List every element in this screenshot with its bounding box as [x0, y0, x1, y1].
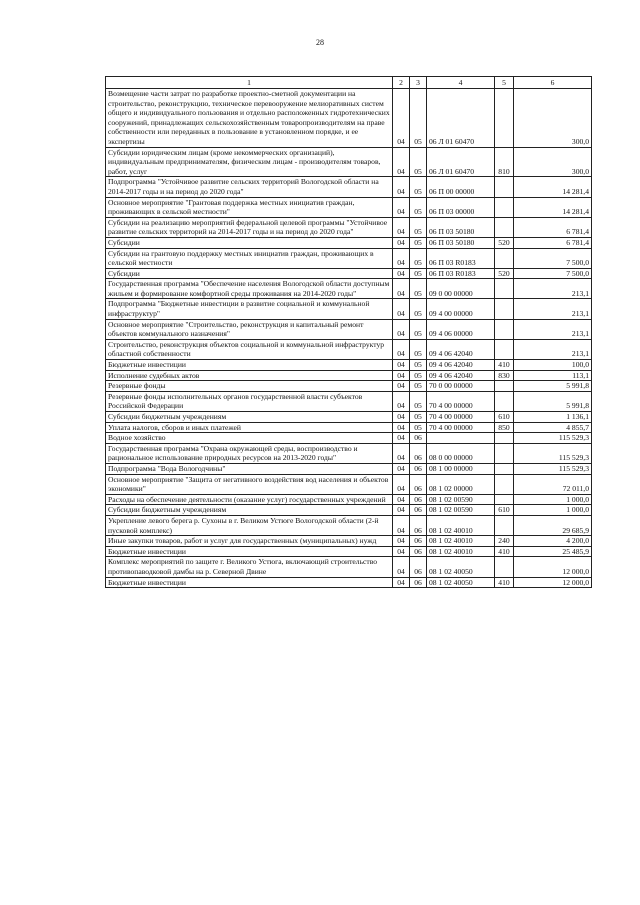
- table-row: [106, 577, 592, 588]
- row-expense-type: [495, 248, 514, 268]
- row-section: 04: [393, 433, 410, 444]
- row-subsection: 06: [410, 515, 427, 535]
- row-expense-type: 610: [495, 505, 514, 516]
- row-name: Субсидии юридическим лицам (кроме некоммерческих организаций), индивидуальным предпринимателям, физическим лицам - производителям товаров, работ, услуг: [106, 147, 393, 177]
- table-row: [106, 89, 592, 148]
- row-subsection: 06: [410, 546, 427, 557]
- row-name: Бюджетные инвестиции: [106, 360, 393, 371]
- table-row: [106, 433, 592, 444]
- row-section: 04: [393, 370, 410, 381]
- row-section: 04: [393, 546, 410, 557]
- row-subsection: 05: [410, 147, 427, 177]
- row-name: Субсидии бюджетным учреждениям: [106, 412, 393, 423]
- row-amount: 213,1: [514, 299, 592, 319]
- row-section: 04: [393, 147, 410, 177]
- row-section: 04: [393, 474, 410, 494]
- table-row: [106, 474, 592, 494]
- row-subsection: 05: [410, 89, 427, 148]
- row-section: 04: [393, 319, 410, 339]
- row-amount: 1 136,1: [514, 412, 592, 423]
- row-target-code: 06 П 03 00000: [427, 197, 495, 217]
- row-subsection: 05: [410, 391, 427, 411]
- row-amount: 4 200,0: [514, 536, 592, 547]
- row-subsection: 05: [410, 370, 427, 381]
- row-expense-type: 850: [495, 422, 514, 433]
- row-subsection: 06: [410, 433, 427, 444]
- row-target-code: 08 1 02 40010: [427, 536, 495, 547]
- row-target-code: 08 1 02 40010: [427, 515, 495, 535]
- row-target-code: 09 4 00 00000: [427, 299, 495, 319]
- col-header-3: 3: [410, 77, 427, 89]
- table-row: [106, 147, 592, 177]
- row-subsection: 06: [410, 463, 427, 474]
- row-subsection: 06: [410, 494, 427, 505]
- col-header-2: 2: [393, 77, 410, 89]
- row-name: Основное мероприятие "Строительство, реконструкция и капитальный ремонт объектов коммунального назначения": [106, 319, 393, 339]
- row-target-code: 09 4 06 42040: [427, 339, 495, 359]
- row-amount: 72 011,0: [514, 474, 592, 494]
- row-name: Бюджетные инвестиции: [106, 577, 393, 588]
- row-name: Возмещение части затрат по разработке проектно-сметной документации на строительство, реконструкцию, техническое перевооружение мелиоративных систем общего и индивидуального пользования и отдельно расположенных гидротехнических сооружений, принадлежащих сельскохозяйственным товаропроизводителям на праве собственности или переданных в пользование в установленном порядке, и ее экспертизы: [106, 89, 393, 148]
- row-subsection: 06: [410, 474, 427, 494]
- table-row: [106, 546, 592, 557]
- row-amount: 14 281,4: [514, 177, 592, 197]
- row-section: 04: [393, 248, 410, 268]
- table-row: [106, 536, 592, 547]
- row-section: 04: [393, 505, 410, 516]
- row-target-code: 09 4 06 00000: [427, 319, 495, 339]
- row-subsection: 05: [410, 177, 427, 197]
- row-section: 04: [393, 177, 410, 197]
- row-section: 04: [393, 463, 410, 474]
- table-row: [106, 248, 592, 268]
- row-name: Субсидии на реализацию мероприятий федеральной целевой программы "Устойчивое развитие сельских территорий на 2014-2017 годы и на период до 2020 года": [106, 217, 393, 237]
- row-subsection: 05: [410, 381, 427, 392]
- row-amount: 300,0: [514, 147, 592, 177]
- row-section: 04: [393, 339, 410, 359]
- row-target-code: 06 Л 01 60470: [427, 89, 495, 148]
- row-subsection: 05: [410, 197, 427, 217]
- row-amount: 7 500,0: [514, 248, 592, 268]
- row-name: Исполнение судебных актов: [106, 370, 393, 381]
- table-row: [106, 237, 592, 248]
- row-target-code: 09 4 06 42040: [427, 370, 495, 381]
- row-section: 04: [393, 422, 410, 433]
- row-expense-type: 830: [495, 370, 514, 381]
- table-row: [106, 279, 592, 299]
- row-amount: 115 529,3: [514, 443, 592, 463]
- row-amount: 115 529,3: [514, 433, 592, 444]
- row-expense-type: 810: [495, 147, 514, 177]
- row-target-code: 09 0 00 00000: [427, 279, 495, 299]
- table-row: [106, 177, 592, 197]
- row-expense-type: 410: [495, 546, 514, 557]
- row-amount: 213,1: [514, 319, 592, 339]
- row-target-code: 08 1 02 00000: [427, 474, 495, 494]
- row-name: Субсидии: [106, 237, 393, 248]
- row-target-code: 70 0 00 00000: [427, 381, 495, 392]
- row-section: 04: [393, 412, 410, 423]
- row-amount: 12 000,0: [514, 577, 592, 588]
- row-expense-type: [495, 279, 514, 299]
- row-section: 04: [393, 381, 410, 392]
- table-row: [106, 515, 592, 535]
- row-target-code: 08 1 02 40050: [427, 557, 495, 577]
- table-row: [106, 339, 592, 359]
- table-row: [106, 422, 592, 433]
- row-target-code: 08 1 02 00590: [427, 494, 495, 505]
- col-header-6: 6: [514, 77, 592, 89]
- row-target-code: 06 П 03 R0183: [427, 268, 495, 279]
- row-subsection: 06: [410, 536, 427, 547]
- row-target-code: 09 4 06 42040: [427, 360, 495, 371]
- row-name: Резервные фонды: [106, 381, 393, 392]
- table-row: [106, 391, 592, 411]
- row-target-code: [427, 433, 495, 444]
- row-name: Расходы на обеспечение деятельности (оказание услуг) государственных учреждений: [106, 494, 393, 505]
- row-name: Основное мероприятие "Защита от негативного воздействия вод населения и объектов экономики": [106, 474, 393, 494]
- row-expense-type: [495, 177, 514, 197]
- row-section: 04: [393, 443, 410, 463]
- row-subsection: 05: [410, 279, 427, 299]
- row-expense-type: [495, 494, 514, 505]
- row-subsection: 05: [410, 248, 427, 268]
- row-expense-type: [495, 89, 514, 148]
- row-subsection: 05: [410, 299, 427, 319]
- row-subsection: 05: [410, 339, 427, 359]
- row-expense-type: 610: [495, 412, 514, 423]
- row-subsection: 06: [410, 505, 427, 516]
- row-section: 04: [393, 360, 410, 371]
- row-amount: 115 529,3: [514, 463, 592, 474]
- table-row: [106, 370, 592, 381]
- row-expense-type: [495, 339, 514, 359]
- row-amount: 4 855,7: [514, 422, 592, 433]
- row-name: Укрепление левого берега р. Сухоны в г. Великом Устюге Вологодской области (2-й пусковой комплекс): [106, 515, 393, 535]
- row-expense-type: [495, 217, 514, 237]
- row-name: Основное мероприятие "Грантовая поддержка местных инициатив граждан, проживающих в сельской местности": [106, 197, 393, 217]
- row-target-code: 08 1 02 00590: [427, 505, 495, 516]
- col-header-1: 1: [106, 77, 393, 89]
- row-expense-type: [495, 443, 514, 463]
- row-subsection: 05: [410, 217, 427, 237]
- row-amount: 25 485,9: [514, 546, 592, 557]
- row-subsection: 05: [410, 422, 427, 433]
- table-row: [106, 217, 592, 237]
- row-target-code: 08 1 02 40010: [427, 546, 495, 557]
- row-target-code: 08 1 02 40050: [427, 577, 495, 588]
- row-amount: 300,0: [514, 89, 592, 148]
- col-header-4: 4: [427, 77, 495, 89]
- row-target-code: 06 П 00 00000: [427, 177, 495, 197]
- row-subsection: 05: [410, 237, 427, 248]
- row-name: Субсидии бюджетным учреждениям: [106, 505, 393, 516]
- row-name: Государственная программа "Обеспечение населения Вологодской области доступным жильем и формирование комфортной среды проживания на 2014-2020 годы": [106, 279, 393, 299]
- row-name: Субсидии на грантовую поддержку местных инициатив граждан, проживающих в сельской местности: [106, 248, 393, 268]
- row-expense-type: 410: [495, 360, 514, 371]
- row-subsection: 05: [410, 412, 427, 423]
- row-subsection: 06: [410, 577, 427, 588]
- row-target-code: 70 4 00 00000: [427, 391, 495, 411]
- row-section: 04: [393, 299, 410, 319]
- row-subsection: 05: [410, 268, 427, 279]
- table-row: [106, 360, 592, 371]
- row-target-code: 70 4 00 00000: [427, 422, 495, 433]
- row-amount: 113,1: [514, 370, 592, 381]
- row-amount: 1 000,0: [514, 505, 592, 516]
- row-name: Подпрограмма "Устойчивое развитие сельских территорий Вологодской области на 2014-2017 годы и на период до 2020 года": [106, 177, 393, 197]
- row-target-code: 06 П 03 50180: [427, 237, 495, 248]
- row-expense-type: [495, 433, 514, 444]
- row-expense-type: [495, 197, 514, 217]
- row-target-code: 08 1 00 00000: [427, 463, 495, 474]
- row-expense-type: [495, 319, 514, 339]
- row-expense-type: [495, 463, 514, 474]
- row-expense-type: [495, 557, 514, 577]
- row-expense-type: [495, 515, 514, 535]
- row-amount: 7 500,0: [514, 268, 592, 279]
- row-name: Подпрограмма "Вода Вологодчины": [106, 463, 393, 474]
- header-row: [106, 77, 592, 89]
- row-expense-type: 520: [495, 237, 514, 248]
- table-row: [106, 443, 592, 463]
- row-amount: 29 685,9: [514, 515, 592, 535]
- row-subsection: 05: [410, 360, 427, 371]
- table-row: [106, 319, 592, 339]
- row-amount: 6 781,4: [514, 217, 592, 237]
- table-row: [106, 494, 592, 505]
- row-name: Субсидии: [106, 268, 393, 279]
- row-section: 04: [393, 536, 410, 547]
- row-amount: 14 281,4: [514, 197, 592, 217]
- table-row: [106, 505, 592, 516]
- page-number: 28: [316, 38, 324, 47]
- row-section: 04: [393, 217, 410, 237]
- table-row: [106, 412, 592, 423]
- row-target-code: 06 П 03 50180: [427, 217, 495, 237]
- row-section: 04: [393, 515, 410, 535]
- table-row: [106, 557, 592, 577]
- row-expense-type: [495, 391, 514, 411]
- row-name: Водное хозяйство: [106, 433, 393, 444]
- row-expense-type: 240: [495, 536, 514, 547]
- row-subsection: 05: [410, 319, 427, 339]
- row-expense-type: [495, 474, 514, 494]
- table-row: [106, 381, 592, 392]
- row-amount: 12 000,0: [514, 557, 592, 577]
- row-amount: 213,1: [514, 339, 592, 359]
- row-amount: 100,0: [514, 360, 592, 371]
- table-row: [106, 463, 592, 474]
- row-subsection: 06: [410, 557, 427, 577]
- row-expense-type: [495, 299, 514, 319]
- row-amount: 1 000,0: [514, 494, 592, 505]
- row-expense-type: 520: [495, 268, 514, 279]
- row-name: Государственная программа "Охрана окружающей среды, воспроизводство и рациональное использование природных ресурсов на 2013-2020 годы": [106, 443, 393, 463]
- table-row: [106, 268, 592, 279]
- row-section: 04: [393, 391, 410, 411]
- row-amount: 5 991,8: [514, 391, 592, 411]
- row-name: Подпрограмма "Бюджетные инвестиции в развитие социальной и коммунальной инфраструктур": [106, 299, 393, 319]
- row-amount: 213,1: [514, 279, 592, 299]
- row-section: 04: [393, 89, 410, 148]
- row-name: Уплата налогов, сборов и иных платежей: [106, 422, 393, 433]
- row-subsection: 06: [410, 443, 427, 463]
- row-name: Резервные фонды исполнительных органов государственной власти субъектов Российской Федерации: [106, 391, 393, 411]
- row-target-code: 06 П 03 R0183: [427, 248, 495, 268]
- table-row: [106, 299, 592, 319]
- row-target-code: 70 4 00 00000: [427, 412, 495, 423]
- row-target-code: 06 Л 01 60470: [427, 147, 495, 177]
- row-name: Комплекс мероприятий по защите г. Великого Устюга, включающий строительство противопаводковой дамбы на р. Северной Двине: [106, 557, 393, 577]
- row-target-code: 08 0 00 00000: [427, 443, 495, 463]
- row-section: 04: [393, 237, 410, 248]
- table-row: [106, 197, 592, 217]
- row-name: Иные закупки товаров, работ и услуг для государственных (муниципальных) нужд: [106, 536, 393, 547]
- row-name: Строительство, реконструкция объектов социальной и коммунальной инфраструктур областной собственности: [106, 339, 393, 359]
- row-section: 04: [393, 279, 410, 299]
- row-name: Бюджетные инвестиции: [106, 546, 393, 557]
- row-section: 04: [393, 577, 410, 588]
- row-section: 04: [393, 494, 410, 505]
- row-section: 04: [393, 268, 410, 279]
- row-amount: 5 991,8: [514, 381, 592, 392]
- row-section: 04: [393, 557, 410, 577]
- budget-table: [105, 76, 592, 588]
- row-section: 04: [393, 197, 410, 217]
- col-header-5: 5: [495, 77, 514, 89]
- row-expense-type: 410: [495, 577, 514, 588]
- row-amount: 6 781,4: [514, 237, 592, 248]
- row-expense-type: [495, 381, 514, 392]
